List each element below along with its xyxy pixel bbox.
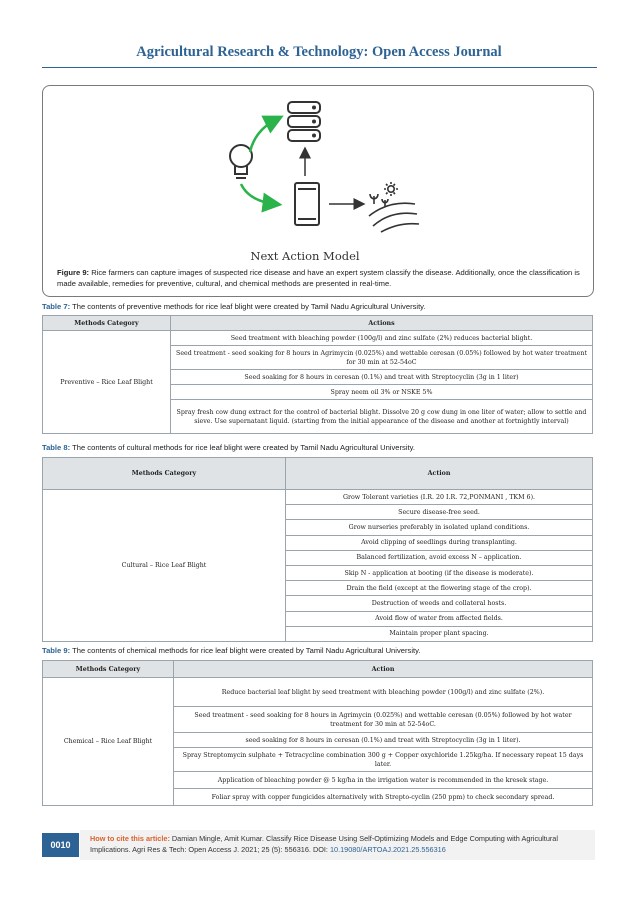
- page-number: 0010: [42, 833, 79, 857]
- lightbulb-icon: [230, 145, 252, 178]
- table-9-cell: Foliar spray with copper fungicides alternatively with Strepto-cyclin (250 ppm) to check secondary spread.: [174, 789, 593, 806]
- table-7-category: Preventive – Rice Leaf Blight: [43, 331, 171, 434]
- table-8-category: Cultural – Rice Leaf Blight: [43, 490, 286, 642]
- farm-field-icon: [369, 182, 419, 232]
- table-7-header-actions: Actions: [171, 316, 593, 331]
- smartphone-icon: [295, 183, 319, 225]
- table-8-cell: Avoid clipping of seedlings during transplanting.: [286, 535, 593, 550]
- table-8-cell: Grow nurseries preferably in isolated upland conditions.: [286, 520, 593, 535]
- table-8-caption-text: The contents of cultural methods for rice leaf blight were created by Tamil Nadu Agricultural University.: [70, 443, 415, 452]
- table-9-cell: Spray Streptomycin sulphate + Tetracycline combination 300 g + Copper oxychloride 1.25kg/ha. If necessary repeat 15 days later.: [174, 748, 593, 772]
- table-9-caption-label: Table 9:: [42, 646, 71, 655]
- table-7-caption: [42, 302, 426, 311]
- table-8-caption: [42, 443, 415, 452]
- table-9-header-category: Methods Category: [43, 661, 174, 678]
- citation-label: How to cite this article:: [90, 834, 170, 843]
- table-8-header-action: Action: [286, 458, 593, 490]
- table-8-cell: Maintain proper plant spacing.: [286, 626, 593, 641]
- table-8-cell: Skip N - application at booting (if the disease is moderate).: [286, 565, 593, 580]
- table-7-header-category: Methods Category: [43, 316, 171, 331]
- table-8-cell: Balanced fertilization, avoid excess N – application.: [286, 550, 593, 565]
- table-8-header-category: Methods Category: [43, 458, 286, 490]
- model-label: Next Action Model: [250, 249, 360, 263]
- table-7-cell: Seed soaking for 8 hours in ceresan (0.1%) and treat with Streptocyclin (3g in 1 liter): [171, 370, 593, 385]
- table-8-cell: Avoid flow of water from affected fields.: [286, 611, 593, 626]
- table-7-caption-text: The contents of preventive methods for rice leaf blight were created by Tamil Nadu Agricultural University.: [70, 302, 426, 311]
- citation: [90, 834, 595, 855]
- table-7-cell: Spray fresh cow dung extract for the control of bacterial blight. Dissolve 20 g cow dung in one liter of water; allow to settle and sieve. Use supernatant liquid. (starting from the initial appearance of the disease and another at fortnightly interval): [171, 400, 593, 434]
- table-row: [43, 678, 593, 707]
- table-9-cell: Seed treatment - seed soaking for 8 hours in Agrimycin (0.025%) and wettable ceresan (0.05%) followed by hot water treatment for 30 min at 52-54oC.: [174, 707, 593, 733]
- table-9-cell: Reduce bacterial leaf blight by seed treatment with bleaching powder (100g/l) and zinc sulfate (2%).: [174, 678, 593, 707]
- table-row: [43, 331, 593, 346]
- table-7: [42, 315, 593, 434]
- table-8-cell: Drain the field (except at the flowering stage of the crop).: [286, 581, 593, 596]
- header-divider: [42, 67, 597, 68]
- table-9-caption-text: The contents of chemical methods for rice leaf blight were created by Tamil Nadu Agricultural University.: [70, 646, 421, 655]
- table-9-category: Chemical – Rice Leaf Blight: [43, 678, 174, 806]
- figure-caption: [57, 267, 583, 289]
- table-8-caption-label: Table 8:: [42, 443, 71, 452]
- arrow-database-to-bulb: [250, 119, 277, 152]
- table-9-cell: seed soaking for 8 hours in ceresan (0.1%) and treat with Streptocyclin (3g in 1 liter).: [174, 733, 593, 748]
- table-7-cell: Spray neem oil 3% or NSKE 5%: [171, 385, 593, 400]
- doi-link[interactable]: 10.19080/ARTOAJ.2021.25.556316: [329, 844, 446, 854]
- table-8-cell: Secure disease-free seed.: [286, 505, 593, 520]
- table-7-cell: Seed treatment with bleaching powder (100g/l) and zinc sulfate (2%) reduces bacterial blight.: [171, 331, 593, 346]
- table-9-cell: Application of bleaching powder @ 5 kg/ha in the irrigation water is recommended in the kresek stage.: [174, 772, 593, 789]
- figure-caption-text: Rice farmers can capture images of suspected rice disease and have an expert system classify the disease. Additionally, once the classification is made available, remedies for preventive, cultural, and chemical methods are presented in real-time.: [57, 268, 580, 288]
- table-9-caption: [42, 646, 420, 655]
- figure-caption-label: Figure 9:: [57, 268, 90, 277]
- table-7-caption-label: Table 7:: [42, 302, 71, 311]
- table-8: [42, 457, 593, 642]
- database-icon: [288, 102, 320, 141]
- citation-text: Damian Mingle, Amit Kumar. Classify Rice Disease Using Self-Optimizing Models and Edge Computing with Agricultural Implications. Agri Res & Tech: Open Access J. 2021; 25 (5): 556316. DOI:: [90, 834, 558, 854]
- table-8-cell: Grow Tolerant varieties (I.R. 20 I.R. 72,PONMANI , TKM 6).: [286, 490, 593, 505]
- table-8-cell: Destruction of weeds and collateral hosts.: [286, 596, 593, 611]
- table-7-cell: Seed treatment - seed soaking for 8 hours in Agrimycin (0.025%) and wettable ceresan (0.05%) followed by hot water treatment for 30 min at 52-54oC: [171, 346, 593, 370]
- table-9-header-action: Action: [174, 661, 593, 678]
- table-row: [43, 490, 593, 505]
- figure-9: [42, 85, 594, 297]
- table-9: [42, 660, 593, 806]
- journal-title: Agricultural Research & Technology: Open Access Journal: [136, 44, 502, 60]
- arrow-bulb-to-phone: [241, 184, 275, 204]
